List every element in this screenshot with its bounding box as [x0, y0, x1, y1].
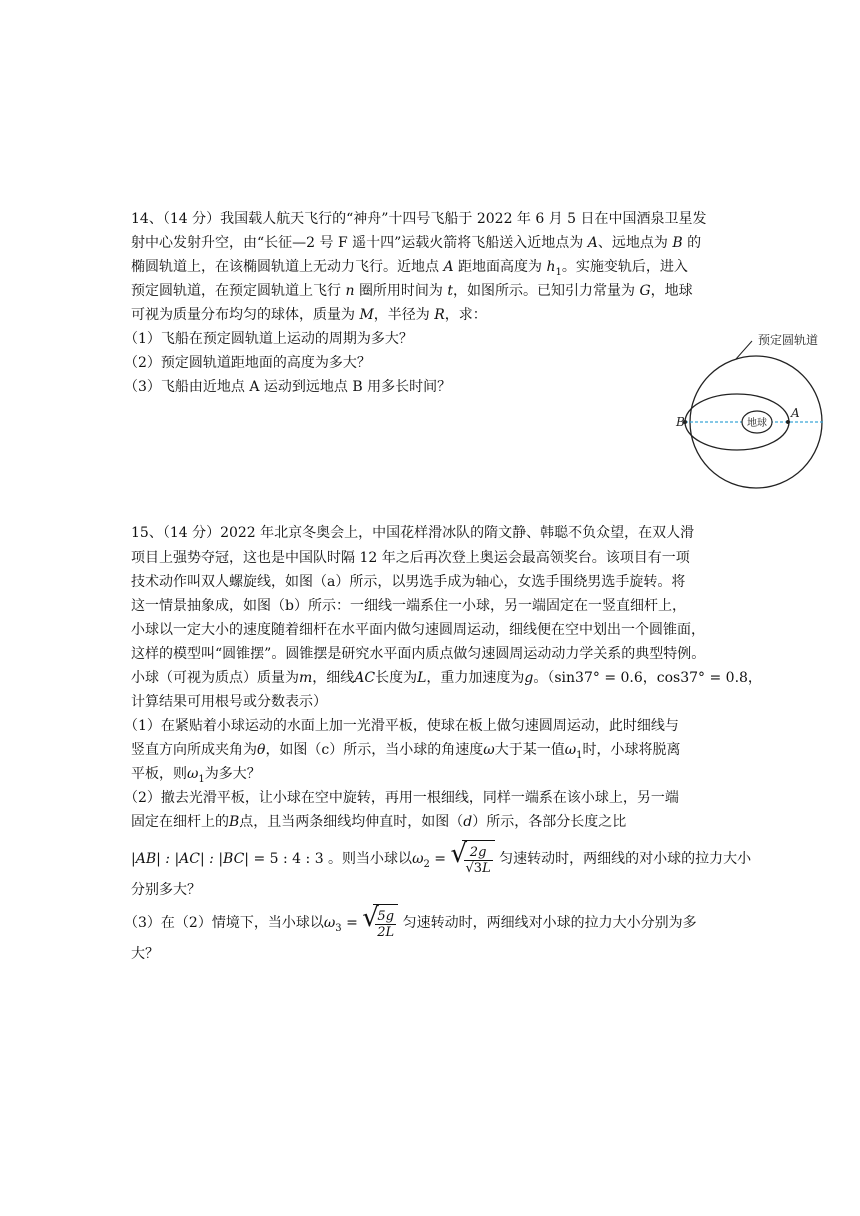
q15-text: 为多大？	[204, 766, 261, 782]
var-h: h	[546, 259, 556, 275]
q15-line-2: 项目上强势夺冠，这也是中国队时隔 12 年之后再次登上奥运会最高领奖台。该项目有一项	[131, 550, 690, 566]
q14-text: 、远地点为	[597, 235, 668, 251]
fraction-denominator: 2L	[377, 924, 395, 940]
q15-text: ）所示，各部分长度之比	[472, 814, 627, 830]
var-R: R	[434, 307, 445, 323]
q15-line-8: 计算结果可用根号或分数表示）	[131, 694, 327, 710]
var-omega1-subscript: 1	[198, 773, 205, 785]
q15-text: 小球（可视为质点）质量为	[131, 670, 299, 686]
var-h-subscript: 1	[555, 266, 562, 278]
point-B-label: B	[676, 415, 685, 429]
var-m: m	[299, 670, 313, 686]
var-A: A	[587, 235, 598, 251]
fraction-denominator-root: √3	[465, 860, 483, 876]
q14-text: 的	[687, 235, 702, 251]
var-L: L	[417, 670, 427, 686]
var-d: d	[463, 814, 473, 830]
q15-line-5: 小球以一定大小的速度随着细杆在水平面内做匀速圆周运动，细线便在空中划出一个圆锥面，	[131, 622, 705, 638]
point-A-label: A	[791, 406, 800, 420]
q15-sub-2-line-1: （2）撤去光滑平板，让小球在空中旋转，再用一根细线，同样一端系在该小球上，另一端	[124, 790, 679, 806]
orbit-figure	[678, 326, 838, 492]
q14-text: 可视为质量分布均匀的球体，质量为	[131, 307, 355, 323]
equals-sign: =	[429, 851, 451, 867]
fraction	[464, 845, 493, 876]
q14-line-2	[131, 233, 701, 253]
omega3-formula	[362, 904, 398, 942]
equals-sign: =	[341, 915, 363, 931]
q15-text: ，细线	[312, 670, 355, 686]
q14-line-3	[131, 257, 688, 283]
orbit-label: 预定圆轨道	[758, 333, 819, 347]
var-omega2: ω	[412, 851, 424, 867]
q14-text: 射中心发射升空，由“长征—2 号 F 遥十四”运载火箭将飞船送入近地点为	[131, 235, 584, 251]
var-omega1-subscript: 1	[576, 749, 583, 761]
q15-text: 大于某一值	[494, 742, 565, 758]
q15-text: 固定在细杆上的	[131, 814, 229, 830]
var-omega2-subscript: 2	[423, 858, 430, 870]
var-A: A	[443, 259, 454, 275]
sqrt-sign: √	[362, 903, 379, 933]
q14-sub-2: （2）预定圆轨道距地面的高度为多大？	[124, 355, 371, 371]
q14-text: 圈所用时间为	[358, 283, 443, 299]
var-g: g	[524, 670, 534, 686]
q15-sub-2-line-2	[131, 812, 626, 832]
q15-line-4: 这一情景抽象成，如图（b）所示：一细线一端系住一小球，另一端固定在一竖直细杆上，	[131, 598, 686, 614]
earth-label: 地球	[747, 418, 767, 429]
q15-sub-1-line-1: （1）在紧贴着小球运动的水面上加一光滑平板，使球在板上做匀速圆周运动，此时细线与	[124, 718, 679, 734]
var-AC: AC	[354, 670, 376, 686]
var-t: t	[447, 283, 454, 299]
q15-text: （3）在（2）情境下，当小球以	[124, 915, 324, 931]
q15-sub-3-line-1	[124, 904, 697, 947]
point-A-dot	[786, 420, 790, 424]
q14-sub-1: （1）飞船在预定圆轨道上运动的周期为多大？	[124, 331, 413, 347]
q14-text: 14、（14 分）我国载人航天飞行的“神舟”十四号飞船于 2022 年 6 月 5 日在中国酒泉卫星发	[131, 211, 707, 227]
ratio-expression: |AB| : |AC| : |BC|	[131, 851, 250, 867]
q15-text: 点，且当两条细线均伸直时，如图（	[239, 814, 464, 830]
fraction-denominator	[464, 861, 493, 876]
q15-text: 平板，则	[131, 766, 187, 782]
omega2-formula	[451, 840, 495, 878]
var-B: B	[229, 814, 240, 830]
q14-text: 距地面高度为	[458, 259, 543, 275]
q15-line-7	[131, 668, 762, 688]
q14-line-1	[131, 209, 707, 229]
q15-line-1: 15、（14 分）2022 年北京冬奥会上，中国花样滑冰队的隋文静、韩聪不负众望，在双人滑	[131, 525, 695, 541]
var-omega1: ω	[564, 742, 577, 758]
var-omega3-subscript: 3	[335, 922, 342, 934]
sqrt-sign: √	[450, 839, 468, 869]
fraction-numerator: 5g	[375, 909, 396, 925]
q14-text: ，求：	[444, 307, 487, 323]
q15-text: ，重力加速度为	[426, 670, 525, 686]
q15-text: 。（sin37° = 0.6，cos37° = 0.8，	[533, 670, 762, 686]
q14-text: 预定圆轨道，在预定圆轨道上飞行	[131, 283, 341, 299]
q14-text: ，地球	[650, 283, 693, 299]
q14-text: 椭圆轨道上，在该椭圆轨道上无动力飞行。近地点	[131, 259, 439, 275]
q15-text: = 5 : 4 : 3 。则当小球以	[253, 851, 413, 867]
fraction-numerator: 2g	[464, 845, 493, 861]
q15-sub-1-line-2	[131, 740, 681, 766]
var-omega1: ω	[187, 766, 199, 782]
q14-sub-3: （3）飞船由近地点 A 运动到远地点 B 用多长时间？	[124, 379, 452, 395]
var-G: G	[639, 283, 651, 299]
var-theta: θ	[257, 742, 266, 758]
q15-sub-1-line-3	[131, 764, 261, 790]
q15-sub-3-line-2: 大？	[131, 946, 159, 962]
q15-text: 匀速转动时，两细线对小球的拉力大小分别为多	[402, 915, 697, 931]
var-omega3: ω	[323, 915, 336, 931]
q14-text: 。实施变轨后，进入	[561, 259, 688, 275]
fraction-denominator-var: L	[482, 860, 491, 876]
q14-text: ，如图所示。已知引力常量为	[453, 283, 636, 299]
q14-line-5	[131, 305, 487, 325]
var-M: M	[359, 307, 374, 323]
q15-sub-2-line-3	[131, 840, 751, 883]
q15-text: 时，小球将脱离	[582, 742, 681, 758]
q15-text: 匀速转动时，两细线的对小球的拉力大小	[499, 851, 752, 867]
var-B: B	[672, 235, 683, 251]
q15-text: 长度为	[375, 670, 418, 686]
q15-sub-2-line-4: 分别多大？	[131, 882, 201, 898]
q15-line-6: 这样的模型叫“圆锥摆”。圆锥摆是研究水平面内质点做匀速圆周运动动力学关系的典型特例。	[131, 646, 706, 662]
q14-line-4	[131, 281, 693, 301]
q15-text: 竖直方向所成夹角为	[131, 742, 257, 758]
q14-text: ，半径为	[373, 307, 430, 323]
q15-line-3: 技术动作叫双人螺旋线，如图（a）所示，以男选手成为轴心，女选手围绕男选手旋转。将	[131, 574, 686, 590]
q15-text: ，如图（c）所示，当小球的角速度	[265, 742, 484, 758]
var-n: n	[345, 283, 355, 299]
var-omega: ω	[483, 742, 495, 758]
